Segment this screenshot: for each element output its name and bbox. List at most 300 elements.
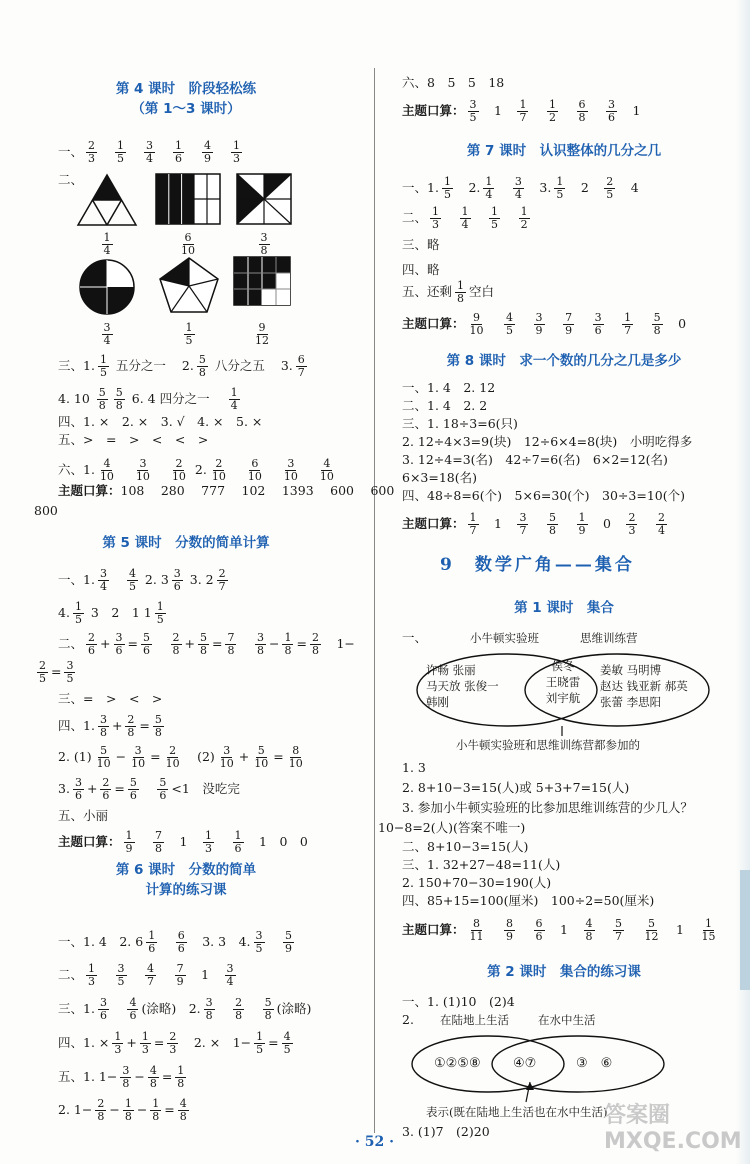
- denominator: 6: [608, 111, 616, 124]
- denominator: 8: [154, 726, 162, 739]
- expr-text: =: [268, 1035, 279, 1050]
- fig-label-5: [174, 322, 204, 347]
- numerator: 4: [323, 457, 331, 470]
- denominator: 4: [485, 188, 493, 201]
- numerator: 1: [233, 139, 241, 152]
- venn1-right-row: 赵达 钱亚新 郝英: [600, 679, 688, 693]
- numerator: 1: [124, 1097, 132, 1110]
- denominator: 8: [227, 644, 235, 657]
- c1-line-6: 三、1. 32+27−48=11(人): [402, 857, 561, 872]
- venn1-mid-row: 王晓雷: [545, 675, 581, 689]
- denominator: 10: [131, 757, 146, 770]
- numerator: 3: [226, 962, 234, 975]
- denominator: 9: [176, 975, 184, 988]
- expr-text: [577, 316, 590, 331]
- numerator: 3: [99, 567, 107, 580]
- denominator: 4: [514, 188, 522, 201]
- denominator: 5: [256, 1043, 264, 1056]
- l6-sec4-label: 四、1. ×: [58, 1035, 110, 1050]
- numerator: 4: [147, 962, 155, 975]
- denominator: 8: [115, 399, 123, 412]
- fraction: [217, 568, 228, 593]
- numerator: 5: [285, 929, 293, 942]
- expr-text: 1: [663, 922, 697, 937]
- expr-text: −: [268, 636, 280, 651]
- denominator: 7: [519, 111, 527, 124]
- expr-text: [218, 1001, 231, 1016]
- numerator: 2: [88, 139, 96, 152]
- numerator: 1: [469, 511, 477, 524]
- denominator: 8: [284, 644, 292, 657]
- l6-q1-line: [58, 930, 297, 955]
- venn1-label-a: 小牛顿实验班: [470, 631, 539, 645]
- sec5-line: 五、> = > < < >: [58, 432, 209, 447]
- denominator: 10: [288, 757, 303, 770]
- expr-text: =: [211, 636, 223, 651]
- l5-sec4-line: [58, 714, 167, 739]
- denominator: 10: [319, 470, 334, 483]
- denominator: 8: [256, 644, 264, 657]
- fraction: [613, 918, 624, 943]
- fraction: [468, 312, 486, 337]
- expr-text: [112, 1001, 125, 1016]
- denominator: 7: [297, 366, 305, 379]
- sec3-4-line: [58, 387, 243, 412]
- c1-prefix: 一、: [402, 630, 428, 645]
- l6-sec5-2-line: [58, 1098, 192, 1123]
- numerator: 2: [218, 567, 226, 580]
- page-number: · 52 ·: [355, 1134, 394, 1150]
- numerator: 1: [461, 205, 469, 218]
- fraction: [178, 1098, 189, 1123]
- fraction: [112, 1031, 123, 1056]
- fraction: [563, 312, 574, 337]
- expr-text: =: [296, 636, 307, 651]
- denominator: 4: [99, 580, 107, 593]
- fraction: [114, 632, 125, 657]
- denominator: 6: [129, 1009, 137, 1022]
- venn1-label-b: 思维训练营: [580, 631, 638, 645]
- numerator: 8: [292, 744, 300, 757]
- numerator: 7: [227, 631, 235, 644]
- numerator: 1: [117, 139, 125, 152]
- fraction: [233, 830, 244, 855]
- l6-sec3-line: [58, 997, 311, 1022]
- fraction: [606, 99, 617, 124]
- numerator: 1: [256, 1030, 264, 1043]
- expr-text: [138, 834, 151, 849]
- expr-text: [518, 922, 531, 937]
- numerator: 6: [251, 457, 259, 470]
- fraction: [198, 632, 209, 657]
- fraction: [517, 512, 528, 537]
- numerator: 4: [128, 567, 136, 580]
- numerator: 1: [175, 139, 183, 152]
- fraction: [128, 777, 139, 802]
- denominator: 8: [585, 930, 593, 943]
- denominator: 7: [147, 975, 155, 988]
- expr-text: (涂略): [276, 1001, 312, 1016]
- venn1-left-row: 马天放 张俊一: [426, 679, 499, 693]
- numerator: 3: [117, 962, 125, 975]
- denominator: 3: [432, 218, 440, 231]
- fraction: [253, 322, 271, 347]
- l6-sec5-2-label: 2. 1−: [58, 1102, 93, 1117]
- oral4-line: [402, 312, 686, 337]
- numerator: 1: [485, 175, 493, 188]
- oral3-label: 主题口算：: [402, 103, 465, 118]
- fraction: [593, 312, 604, 337]
- expr-text: [100, 967, 113, 982]
- numerator: 7: [176, 962, 184, 975]
- numerator: 7: [565, 311, 573, 324]
- fraction: [100, 777, 111, 802]
- l5-sec3-line: 三、= > < >: [58, 691, 163, 706]
- denominator: 10: [469, 324, 484, 337]
- numerator: 1: [141, 1030, 149, 1043]
- fraction: [282, 458, 300, 483]
- expr-text: [627, 922, 640, 937]
- denominator: 7: [519, 524, 527, 537]
- fraction: [283, 930, 294, 955]
- denominator: 5: [117, 975, 125, 988]
- numerator: 3: [469, 98, 477, 111]
- fraction: [468, 99, 479, 124]
- numerator: 4: [149, 1064, 157, 1077]
- sec3-line: [58, 354, 310, 379]
- r8-line-7: 四、48÷8=6(个) 5×6=30(个) 30÷3=10(个): [402, 488, 685, 503]
- expr-text: −: [109, 1102, 120, 1117]
- expr-text: 2: [568, 180, 602, 195]
- l5-q4-label: 4.: [58, 605, 70, 620]
- expr-text: −: [134, 1069, 145, 1084]
- numerator: 1: [624, 311, 632, 324]
- numerator: 3: [287, 457, 295, 470]
- fraction: [517, 99, 528, 124]
- numerator: 2: [657, 511, 665, 524]
- q1-line: [58, 140, 245, 165]
- denominator: 7: [615, 930, 623, 943]
- r8-line-5: 3. 12÷4=3(名) 42÷7=6(名) 6×2=12(名): [402, 452, 668, 467]
- l5-q1-label: 一、1.: [58, 572, 95, 587]
- l5-sec4-label: 四、1.: [58, 718, 95, 733]
- oral5-line: [402, 512, 670, 537]
- fraction: [231, 140, 242, 165]
- denominator: 8: [179, 1110, 187, 1123]
- venn2-caption: 表示(既在陆地上生活也在水中生活): [426, 1105, 608, 1119]
- expr-text: [474, 210, 487, 225]
- fraction: [577, 99, 588, 124]
- expr-text: 1: [481, 103, 515, 118]
- expr-text: 3.: [526, 180, 552, 195]
- numerator: 2: [235, 996, 243, 1009]
- oral2-label: 主题口算：: [58, 834, 121, 849]
- denominator: 3: [88, 152, 96, 165]
- expr-text: =: [51, 664, 62, 679]
- oral6-line: [402, 918, 720, 943]
- numerator: 5: [129, 776, 137, 789]
- numerator: 2: [169, 1030, 177, 1043]
- lesson4-title: 第 4 课时 阶段轻松练: [115, 81, 257, 97]
- r7-sec4-line: 四、略: [402, 262, 440, 277]
- l5-sec4-3-line: [58, 777, 240, 802]
- diagonal-square-figure: [236, 173, 292, 225]
- denominator: 10: [254, 757, 269, 770]
- fraction: [483, 176, 494, 201]
- expr-text: (2): [184, 749, 215, 764]
- denominator: 5: [443, 188, 451, 201]
- expr-text: [159, 967, 172, 982]
- expr-text: 1: [481, 516, 515, 531]
- numerator: 3: [608, 98, 616, 111]
- denominator: 6: [115, 644, 123, 657]
- numerator: 1: [432, 205, 440, 218]
- numerator: 1: [204, 829, 212, 842]
- l6-sec5-label: 五、1. 1−: [58, 1069, 118, 1084]
- numerator: 2: [127, 713, 135, 726]
- l5-q3-label: 3. 2: [189, 572, 214, 587]
- expr-text: =: [127, 636, 138, 651]
- expr-text: 0: [590, 516, 624, 531]
- fraction: [116, 963, 127, 988]
- fraction: [504, 312, 515, 337]
- fraction: [513, 176, 524, 201]
- sec3-1-label: 三、1.: [58, 358, 95, 373]
- numerator: 2: [311, 631, 319, 644]
- denominator: 3: [204, 842, 212, 855]
- expr-text: +: [86, 781, 98, 796]
- denominator: 6: [175, 152, 183, 165]
- c1-title: 第 1 课时 集合: [514, 600, 614, 616]
- denominator: 10: [247, 470, 262, 483]
- numerator: 5: [653, 311, 661, 324]
- fraction: [577, 512, 588, 537]
- fig-label-6: [247, 322, 277, 347]
- l6-sec2-line: [58, 963, 239, 988]
- fraction: [442, 176, 453, 201]
- denominator: 8: [98, 399, 106, 412]
- fraction: [115, 140, 126, 165]
- fraction: [176, 930, 187, 955]
- sec3-1-text: 五分之一: [115, 358, 166, 373]
- denominator: 8: [172, 644, 180, 657]
- watermark: 答案圈 MXQE.COM: [604, 1103, 742, 1154]
- l5-sec2-wrap: [34, 660, 78, 685]
- numerator: 8: [473, 917, 481, 930]
- sec6-1-label: 六、1.: [58, 462, 95, 477]
- oral2-line: [58, 830, 308, 855]
- numerator: 3: [223, 744, 231, 757]
- numerator: 2: [172, 631, 180, 644]
- denominator: 6: [173, 580, 181, 593]
- expr-text: [640, 516, 653, 531]
- fraction: [622, 312, 633, 337]
- fraction: [129, 745, 147, 770]
- expr-text: [591, 103, 604, 118]
- fraction: [170, 458, 188, 483]
- r8-line-3: 三、1. 18÷3=6(只): [402, 416, 518, 431]
- sec3-6-label: 6. 4: [131, 391, 156, 406]
- expr-text: 1−: [323, 636, 355, 651]
- fraction: [98, 354, 109, 379]
- fraction: [203, 830, 214, 855]
- r7-sec5-text-2: 空白: [469, 284, 495, 299]
- denominator: 5: [74, 613, 82, 626]
- fraction: [37, 660, 48, 685]
- r7-sec5-line: [402, 280, 494, 305]
- expr-text: [217, 834, 230, 849]
- expr-text: [531, 103, 544, 118]
- denominator: 10: [219, 757, 234, 770]
- expr-text: [497, 180, 510, 195]
- expr-text: 1: [167, 834, 200, 849]
- fraction: [98, 714, 109, 739]
- fraction: [140, 1031, 151, 1056]
- denominator: 6: [99, 1009, 107, 1022]
- sec6-line: [58, 458, 339, 483]
- fraction: [171, 632, 182, 657]
- denominator: 3: [628, 524, 636, 537]
- expr-text: [489, 922, 502, 937]
- denominator: 6: [102, 789, 110, 802]
- expr-text: =: [161, 1069, 173, 1084]
- denominator: 8: [97, 1110, 105, 1123]
- denominator: 6: [234, 842, 242, 855]
- denominator: 5: [606, 188, 614, 201]
- denominator: 4: [103, 244, 111, 257]
- denominator: 7: [624, 324, 632, 337]
- r7-sec2-label: 二、: [402, 210, 428, 225]
- oral6-label: 主题口算：: [402, 922, 465, 937]
- lesson6-title-2: 计算的练习课: [145, 882, 227, 898]
- numerator: 9: [473, 311, 481, 324]
- fraction: [179, 232, 197, 257]
- fraction: [430, 206, 441, 231]
- fraction: [86, 963, 97, 988]
- denominator: 3: [114, 1043, 122, 1056]
- numerator: 3: [122, 1064, 130, 1077]
- sec3-2-text: 八分之五: [214, 358, 265, 373]
- r8-line-1: 一、1. 4 2. 12: [402, 380, 496, 395]
- c1-line-7: 2. 150+70−30=190(人): [402, 875, 552, 890]
- denominator: 6: [88, 644, 96, 657]
- c2-line-1: 一、1. (1)10 (2)4: [402, 994, 515, 1009]
- r7-q1-label: 一、1.: [402, 180, 439, 195]
- denominator: 6: [148, 942, 156, 955]
- fraction: [146, 930, 157, 955]
- numerator: 2: [88, 631, 96, 644]
- denominator: 4: [146, 152, 154, 165]
- denominator: 9: [565, 324, 573, 337]
- fraction: [173, 140, 184, 165]
- expr-text: 2. × 1−: [181, 1035, 252, 1050]
- chapter-title: 9 数学广角——集合: [440, 555, 635, 575]
- venn2-label-b: 在水中生活: [538, 1013, 596, 1027]
- denominator: 5: [99, 366, 107, 379]
- fraction: [455, 280, 466, 305]
- numerator: 1: [88, 962, 96, 975]
- venn1-mid-row: 侯冬: [551, 659, 575, 673]
- numerator: 1: [185, 321, 193, 334]
- fraction: [504, 918, 515, 943]
- sec3-2-label: 2.: [181, 358, 194, 373]
- denominator: 10: [96, 757, 111, 770]
- fraction: [102, 232, 113, 257]
- numerator: 1: [704, 917, 712, 930]
- numerator: 1: [74, 600, 82, 613]
- numerator: 1: [99, 353, 107, 366]
- denominator: 8: [205, 1009, 213, 1022]
- denominator: 9: [204, 152, 212, 165]
- denominator: 8: [152, 1110, 160, 1123]
- expr-text: −: [136, 1102, 148, 1117]
- numerator: 1: [519, 98, 527, 111]
- fraction: [134, 458, 152, 483]
- oral1-label: 主题口算：: [58, 483, 121, 498]
- denominator: 9: [578, 524, 586, 537]
- fraction: [150, 1098, 161, 1123]
- sec6-2-label: 2.: [194, 462, 207, 477]
- fraction: [652, 312, 663, 337]
- sec4-line: 四、1. × 2. × 3. √ 4. × 5. ×: [58, 414, 263, 429]
- denominator: 5: [556, 188, 564, 201]
- numerator: 3: [205, 996, 213, 1009]
- fraction: [86, 632, 97, 657]
- numerator: 1: [114, 1030, 122, 1043]
- denominator: 8: [149, 1077, 157, 1090]
- fraction: [584, 918, 595, 943]
- expr-text: [531, 516, 544, 531]
- denominator: 10: [181, 244, 195, 257]
- venn1-left-set: [426, 662, 499, 710]
- numerator: 5: [615, 917, 623, 930]
- fraction: [120, 1065, 131, 1090]
- numerator: 3: [256, 631, 264, 644]
- venn1-caption: 小牛顿实验班和思维训练营都参加的: [456, 738, 640, 752]
- expr-text: [142, 781, 155, 796]
- numerator: 5: [154, 713, 162, 726]
- denominator: 3: [169, 1043, 177, 1056]
- denominator: 2: [548, 111, 556, 124]
- numerator: 6: [177, 929, 185, 942]
- denominator: 5: [66, 672, 74, 685]
- denominator: 7: [469, 524, 477, 537]
- denominator: 8: [548, 524, 556, 537]
- expr-text: +: [111, 718, 123, 733]
- denominator: 8: [199, 644, 207, 657]
- grid-square-figure: [233, 256, 291, 306]
- oral4-label: 主题口算：: [402, 316, 465, 331]
- numerator: 3: [535, 311, 543, 324]
- fraction: [255, 632, 266, 657]
- denominator: 10: [171, 470, 186, 483]
- expr-text: (涂略) 2.: [141, 1001, 201, 1016]
- fraction: [252, 745, 270, 770]
- denominator: 8: [122, 1077, 130, 1090]
- expr-text: 1: [620, 103, 641, 118]
- expr-text: 4: [618, 180, 639, 195]
- fraction: [225, 963, 236, 988]
- fraction: [102, 322, 113, 347]
- l5-sec5-line: 五、小丽: [58, 808, 109, 823]
- r7-sec3-line: 三、略: [402, 237, 440, 252]
- l6-sec5-line: [58, 1065, 189, 1090]
- fig-label-4: [92, 322, 122, 347]
- numerator: 4: [179, 1097, 187, 1110]
- denominator: 5: [128, 580, 136, 593]
- fraction: [554, 176, 565, 201]
- denominator: 6: [74, 789, 82, 802]
